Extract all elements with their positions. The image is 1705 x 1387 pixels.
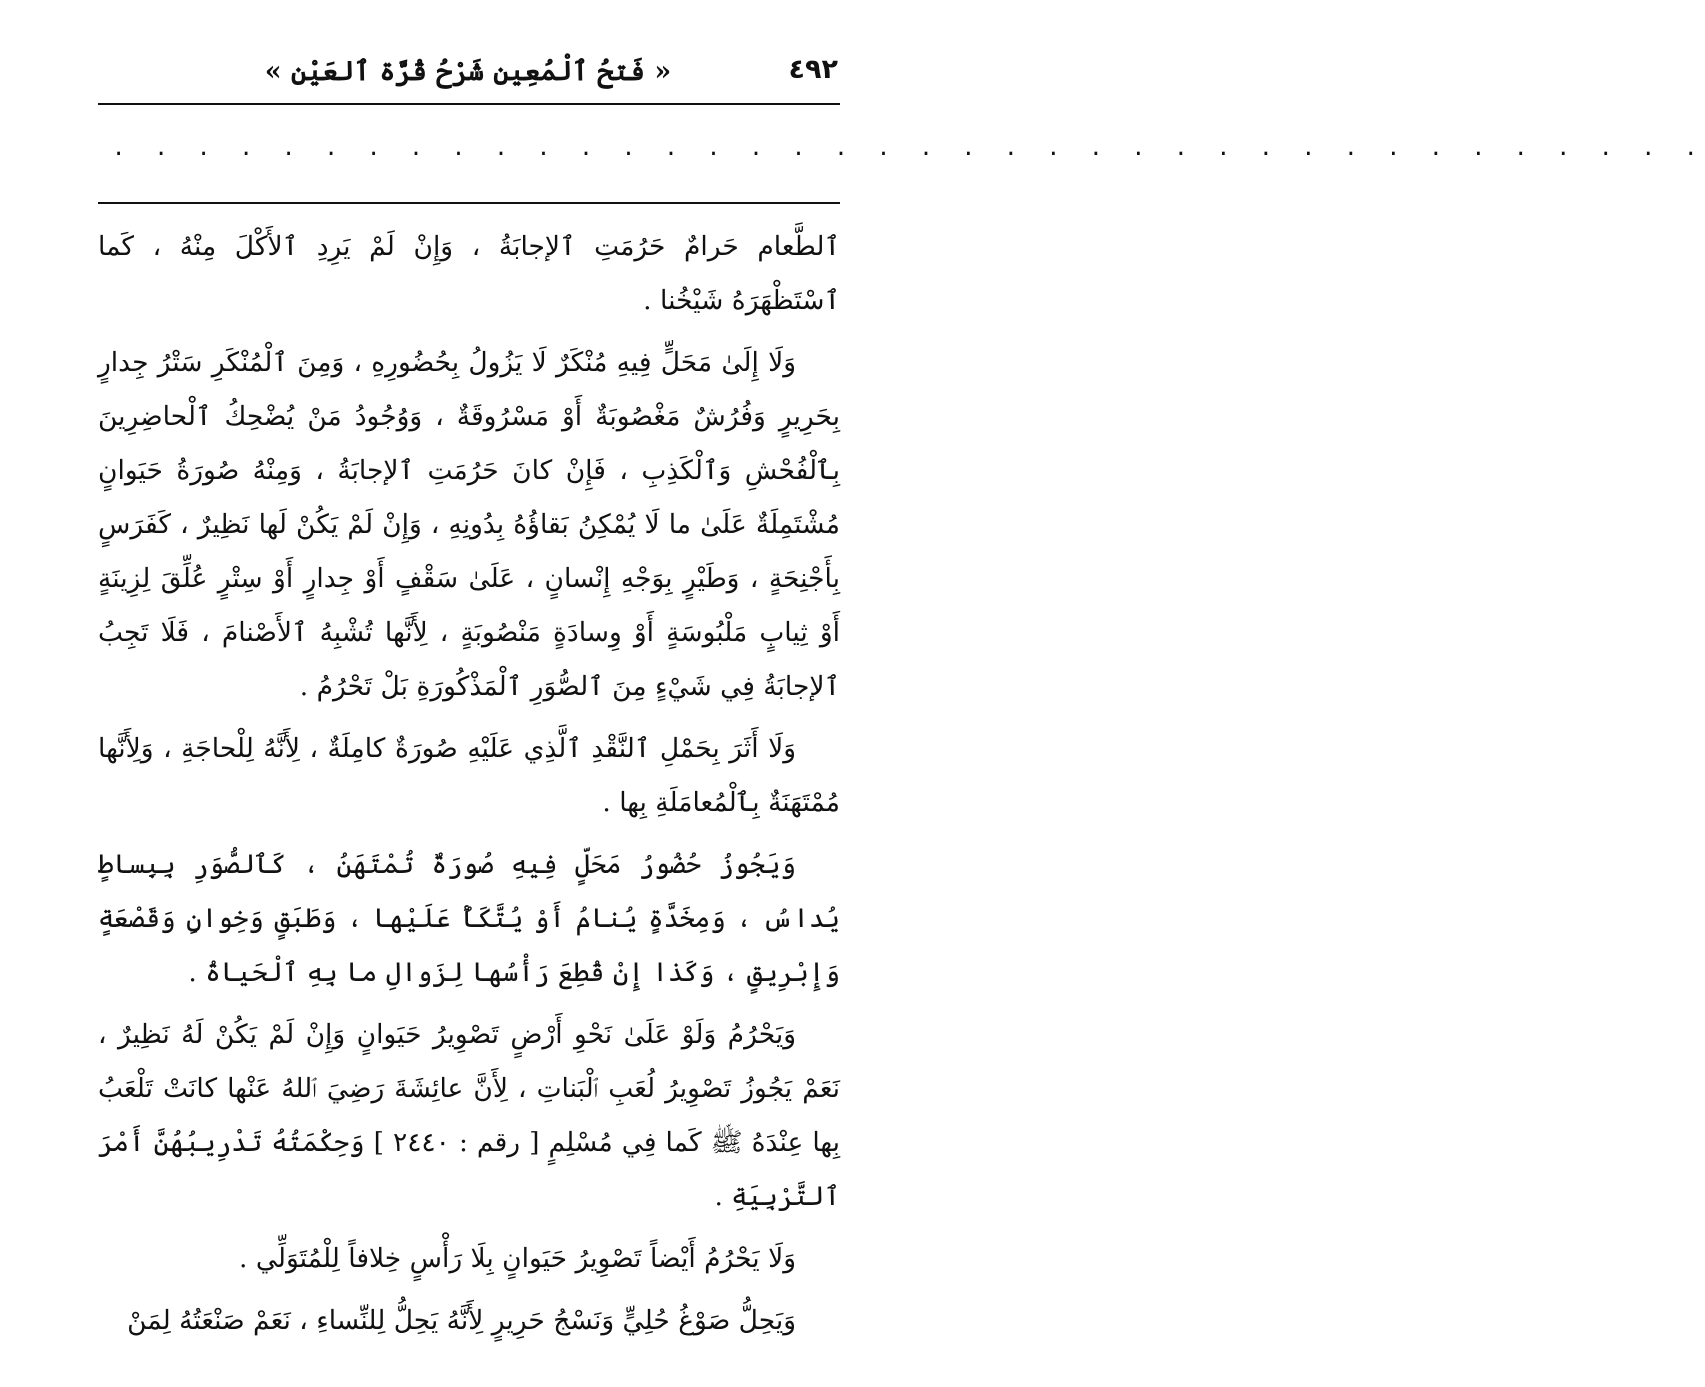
paragraph-4: وَيَجُوزُ حُضُورُ مَحَلٍّ فِيهِ صُورَةٌ تُمْتَهَنُ ، كَٱلصُّوَرِ بِبِساطٍ يُداسُ ، وَمِخَدَّةٍ يُنامُ أَوْ يُتَّكَأُ عَلَيْها ، وَطَبَقٍ وَخِوانٍ وَقَصْعَةٍ وَإِبْرِيقٍ ، وَكَذا إِنْ قُطِعَ رَأْسُها لِزَوالِ ما بِهِ ٱلْحَياةُ . [98,849,840,988]
running-header [98,52,838,104]
header-divider [98,103,840,105]
page-number: ٤٩٢ [788,54,838,85]
paragraph-7: وَيَحِلُّ صَوْغُ حُلِيٍّ وَنَسْجُ حَرِيرٍ لِأَنَّهُ يَحِلُّ لِلنِّساءِ ، نَعَمْ صَنْعَتُهُ لِمَنْ [127,1305,796,1336]
book-title: « فَتحُ ٱلْمُعِين شَرْحُ قُرَّة ٱلعَيْن » [264,56,672,87]
body-divider [98,202,840,204]
main-text [98,220,840,1336]
paragraph-1: ٱلطَّعام حَرامٌ حَرُمَتِ ٱلإجابَةُ ، وَإِنْ لَمْ يَرِدِ ٱلأَكْلَ مِنْهُ ، كَما ٱسْتَظْهَرَهُ شَيْخُنا . [98,231,840,316]
omission-dots: . . . . . . . . . . . . . . . . . . . . . . . . . . . . . . . . . . . . . . [112,136,1705,161]
paragraph-6: وَلَا يَحْرُمُ أَيْضاً تَصْوِيرُ حَيَوانٍ بِلَا رَأْسٍ خِلافاً لِلْمُتَوَلِّي . [238,1243,796,1274]
paragraph-5: وَيَحْرُمُ وَلَوْ عَلَىٰ نَحْوِ أَرْضٍ تَصْوِيرُ حَيَوانٍ وَإِنْ لَمْ يَكُنْ لَهُ نَظِيرٌ ، نَعَمْ يَجُوزُ تَصْوِيرُ لُعَبِ ٱلْبَناتِ ، لِأَنَّ عائِشَةَ رَضِيَ ٱللهُ عَنْها كانَتْ تَلْعَبُ بِها عِنْدَهُ ﷺ كَما فِي مُسْلِمٍ [ رقم : ٢٤٤٠ ] وَحِكْمَتُهُ تَدْرِيبُهُنَّ أَمْرَ ٱلتَّرْبِيَةِ . [98,1019,840,1212]
paragraph-2: وَلَا إِلَىٰ مَحَلٍّ فِيهِ مُنْكَرٌ لَا يَزُولُ بِحُضُورِهِ ، وَمِنَ ٱلْمُنْكَرِ سَتْرُ جِدارٍ بِحَرِيرٍ وَفُرُشٌ مَغْصُوبَةٌ أَوْ مَسْرُوقَةٌ ، وَوُجُودُ مَنْ يُضْحِكُ ٱلْحاضِرِينَ بِٱلْفُحْشِ وَٱلْكَذِبِ ، فَإِنْ كانَ حَرُمَتِ ٱلإجابَةُ ، وَمِنْهُ صُورَةُ حَيَوانٍ مُشْتَمِلَةٌ عَلَىٰ ما لَا يُمْكِنُ بَقاؤُهُ بِدُونِهِ ، وَإِنْ لَمْ يَكُنْ لَها نَظِيرٌ ، كَفَرَسٍ بِأَجْنِحَةٍ ، وَطَيْرٍ بِوَجْهِ إِنْسانٍ ، عَلَىٰ سَقْفٍ أَوْ جِدارٍ أَوْ سِتْرٍ عُلِّقَ لِزِينَةٍ أَوْ ثِيابٍ مَلْبُوسَةٍ أَوْ وِسادَةٍ مَنْصُوبَةٍ ، لِأَنَّها تُشْبِهُ ٱلأَصْنامَ ، فَلَا تَجِبُ ٱلإجابَةُ فِي شَيْءٍ مِنَ ٱلصُّوَرِ ٱلْمَذْكُورَةِ بَلْ تَحْرُمُ . [98,347,840,702]
paragraph-3: وَلَا أَثَرَ بِحَمْلِ ٱلنَّقْدِ ٱلَّذِي عَلَيْهِ صُورَةٌ كامِلَةٌ ، لِأَنَّهُ لِلْحاجَةِ ، وَلِأَنَّها مُمْتَهَنَةٌ بِٱلْمُعامَلَةِ بِها . [98,733,840,818]
